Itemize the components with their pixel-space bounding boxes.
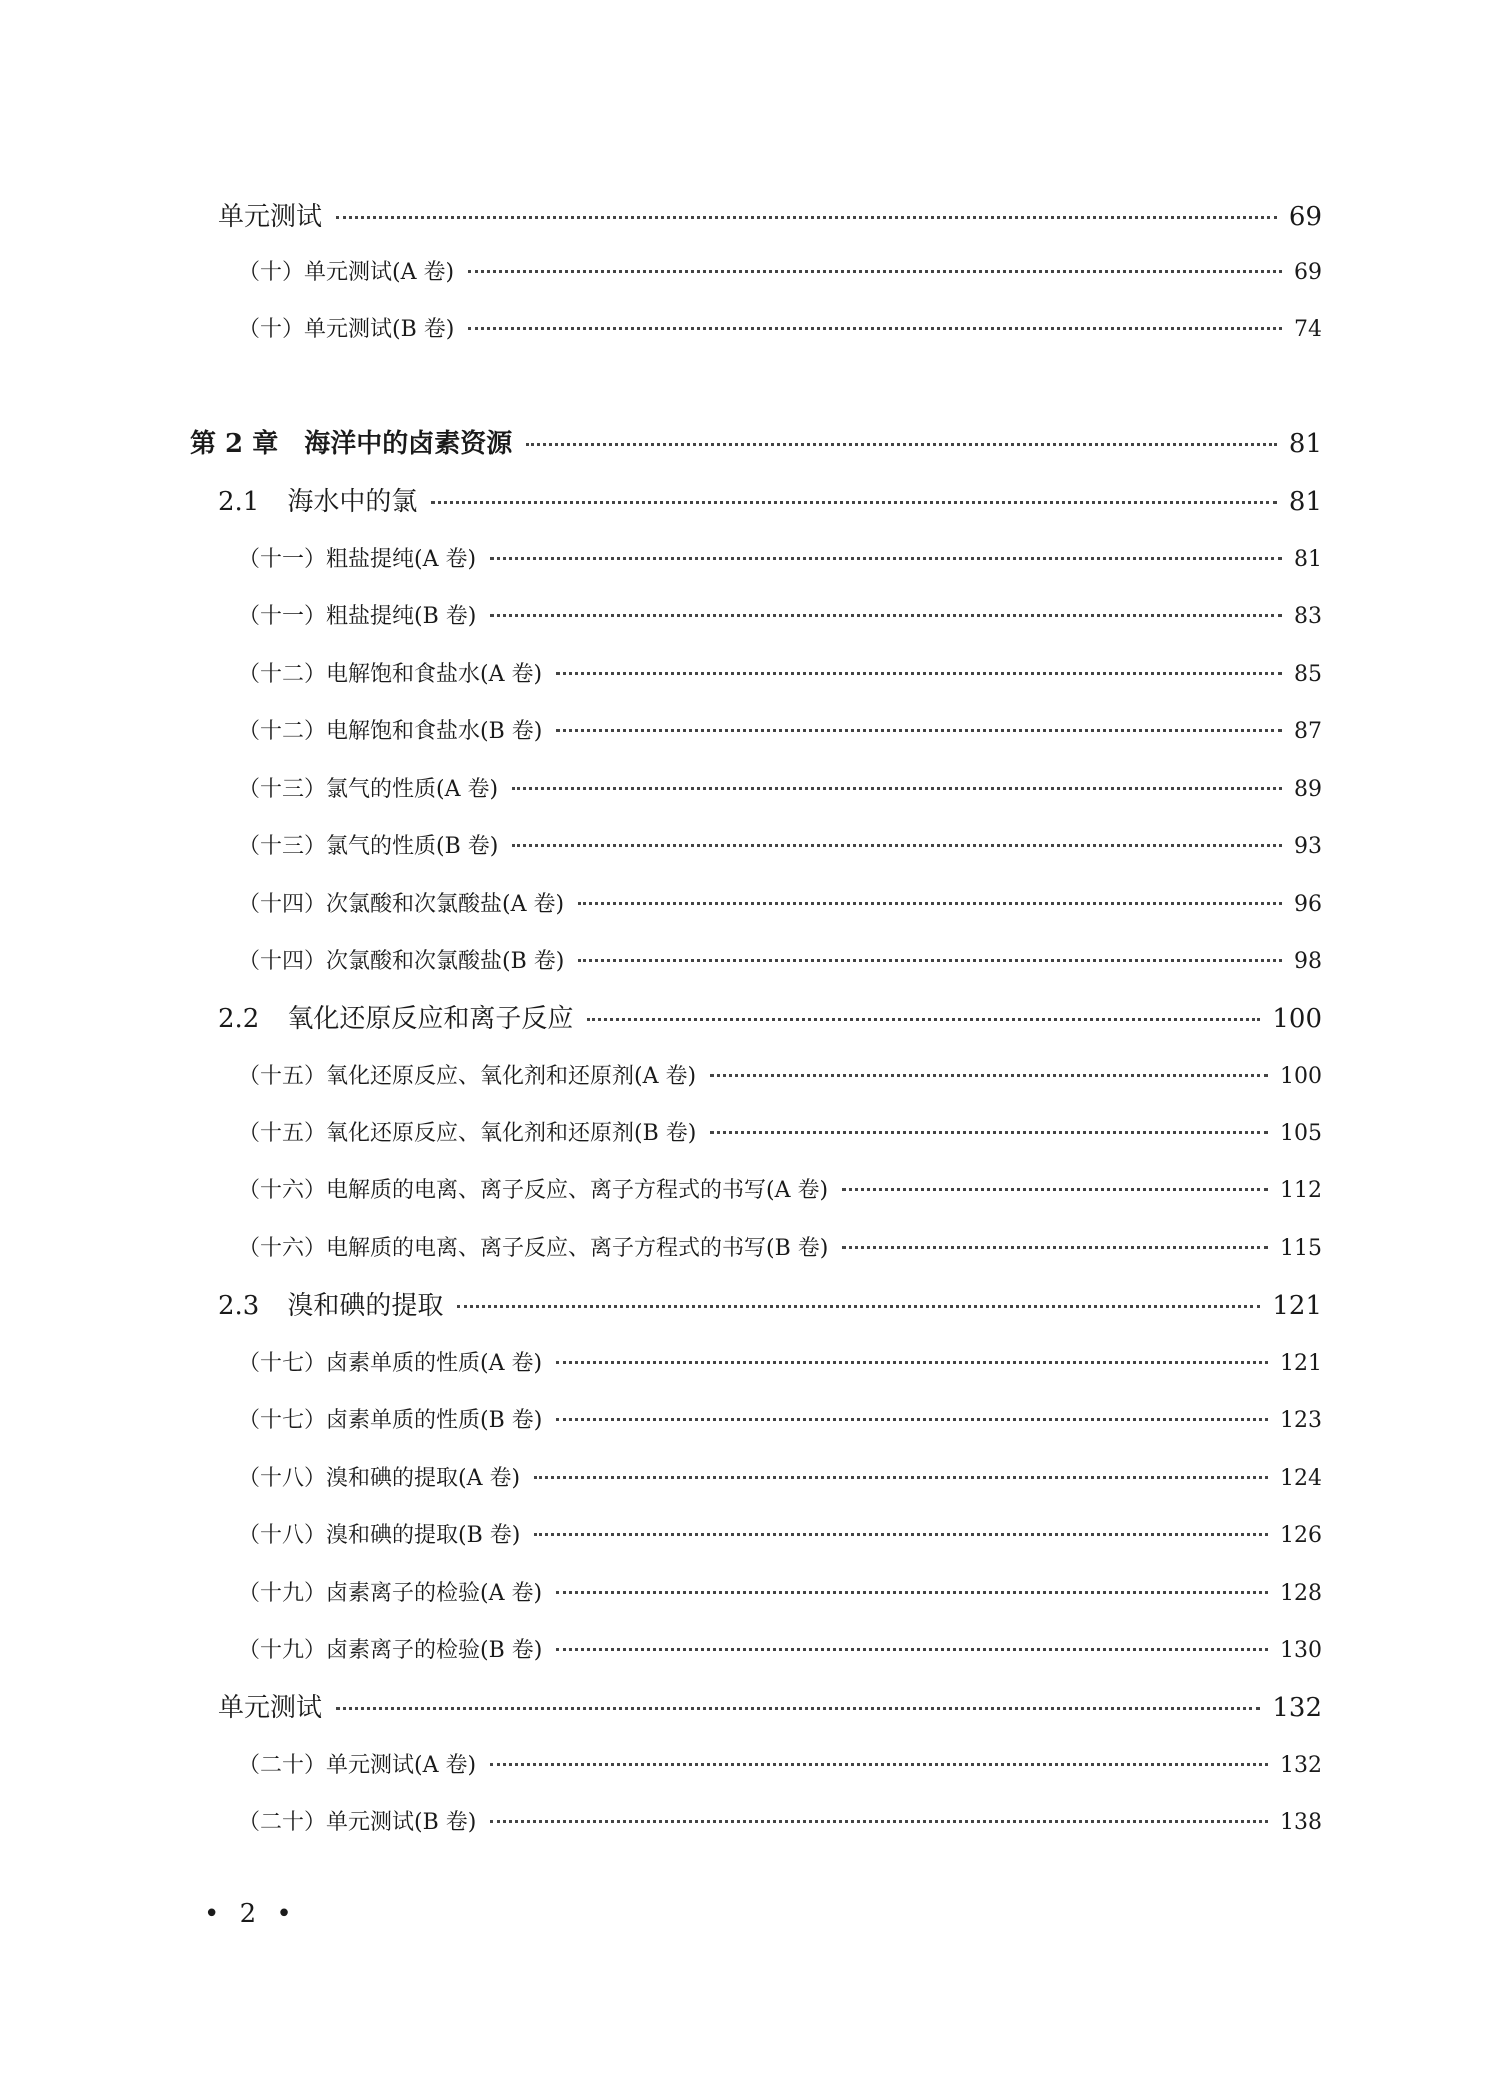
toc-entry-section[interactable]: [218, 1285, 1322, 1325]
dot-leader: [587, 1018, 1260, 1021]
toc-entry-page: 100: [1272, 1004, 1322, 1034]
section-title: 溴和碘的提取: [287, 1291, 444, 1321]
toc-entry-title: （十八）溴和碘的提取(A 卷): [238, 1466, 521, 1491]
section-number: 2.3: [218, 1291, 260, 1321]
toc-entry-title: （十四）次氯酸和次氯酸盐(A 卷): [238, 892, 565, 917]
toc-entry-exam[interactable]: [238, 1346, 1322, 1382]
dot-leader: [468, 270, 1282, 273]
toc-entry-title: （十）单元测试(B 卷): [238, 317, 455, 342]
dot-leader: [526, 443, 1277, 446]
toc-entry-exam[interactable]: [238, 657, 1322, 693]
toc-entry-title: （十八）溴和碘的提取(B 卷): [238, 1523, 521, 1548]
toc-entry-title: （十一）粗盐提纯(B 卷): [238, 604, 477, 629]
dot-leader: [490, 1820, 1268, 1823]
toc-entry-page: 83: [1294, 604, 1322, 629]
toc-entry-page: 89: [1294, 777, 1322, 802]
dot-leader: [534, 1533, 1268, 1536]
toc-entry-page: 132: [1272, 1693, 1322, 1723]
dot-leader: [710, 1074, 1268, 1077]
toc-entry-exam[interactable]: [238, 772, 1322, 808]
toc-entry-exam[interactable]: [238, 887, 1322, 923]
toc-entry-title: （十五）氧化还原反应、氧化剂和还原剂(A 卷): [238, 1064, 697, 1089]
section-number: 2.1: [218, 487, 260, 517]
dot-leader: [578, 959, 1282, 962]
toc-entry-page: 130: [1280, 1638, 1322, 1663]
toc-entry-exam[interactable]: [238, 1231, 1322, 1267]
toc-entry-chapter[interactable]: [190, 423, 1322, 463]
dot-leader: [556, 729, 1282, 732]
toc-entry-title: （十五）氧化还原反应、氧化剂和还原剂(B 卷): [238, 1121, 697, 1146]
dot-leader: [556, 1361, 1268, 1364]
dot-leader: [556, 1591, 1268, 1594]
toc-entry-title: 单元测试: [218, 202, 323, 232]
toc-entry-title: （十六）电解质的电离、离子反应、离子方程式的书写(B 卷): [238, 1236, 829, 1261]
toc-entry-exam[interactable]: [238, 1805, 1322, 1841]
toc-entry-unit-test[interactable]: [218, 196, 1322, 236]
toc-entry-page: 81: [1288, 487, 1322, 517]
dot-leader: [842, 1246, 1268, 1249]
dot-leader: [578, 902, 1282, 905]
toc-entry-exam[interactable]: [238, 1403, 1322, 1439]
dot-leader: [556, 672, 1282, 675]
dot-leader: [490, 1763, 1268, 1766]
toc-entry-section[interactable]: [218, 481, 1322, 521]
dot-leader: [457, 1305, 1260, 1308]
toc-entry-exam[interactable]: [238, 255, 1322, 291]
toc-entry-page: 96: [1294, 892, 1322, 917]
toc-entry-exam[interactable]: [238, 1173, 1322, 1209]
toc-entry-page: 121: [1272, 1291, 1322, 1321]
toc-entry-title: （十二）电解饱和食盐水(B 卷): [238, 719, 543, 744]
toc-entry-page: 105: [1280, 1121, 1322, 1146]
toc-entry-unit-test[interactable]: [218, 1687, 1322, 1727]
toc-entry-page: 98: [1294, 949, 1322, 974]
toc-entry-title: （十九）卤素离子的检验(A 卷): [238, 1581, 543, 1606]
toc-entry-title: （十三）氯气的性质(B 卷): [238, 834, 499, 859]
toc-entry-title: （十）单元测试(A 卷): [238, 260, 455, 285]
dot-leader: [431, 501, 1277, 504]
toc-entry-exam[interactable]: [238, 312, 1322, 348]
toc-entry-page: 112: [1280, 1178, 1322, 1203]
toc-entry-page: 123: [1280, 1408, 1322, 1433]
section-title: 海水中的氯: [287, 487, 418, 517]
toc-entry-title: （十三）氯气的性质(A 卷): [238, 777, 499, 802]
toc-entry-title: （十九）卤素离子的检验(B 卷): [238, 1638, 543, 1663]
dot-leader: [468, 327, 1282, 330]
toc-entry-exam[interactable]: [238, 1576, 1322, 1612]
toc-entry-page: 69: [1294, 260, 1322, 285]
toc-entry-section[interactable]: [218, 998, 1322, 1038]
toc-entry-title: （十六）电解质的电离、离子反应、离子方程式的书写(A 卷): [238, 1178, 829, 1203]
toc-entry-page: 121: [1280, 1351, 1322, 1376]
toc-entry-page: 138: [1280, 1810, 1322, 1835]
toc-entry-page: 128: [1280, 1581, 1322, 1606]
toc-entry-title: （十二）电解饱和食盐水(A 卷): [238, 662, 543, 687]
toc-entry-page: 87: [1294, 719, 1322, 744]
toc-entry-page: 85: [1294, 662, 1322, 687]
toc-entry-page: 132: [1280, 1753, 1322, 1778]
toc-entry-page: 124: [1280, 1466, 1322, 1491]
toc-entry-page: 100: [1280, 1064, 1322, 1089]
page-number: • 2 •: [204, 1899, 298, 1929]
dot-leader: [512, 787, 1282, 790]
dot-leader: [534, 1476, 1268, 1479]
dot-leader: [842, 1188, 1268, 1191]
dot-leader: [490, 614, 1282, 617]
dot-leader: [710, 1131, 1268, 1134]
dot-leader: [556, 1648, 1268, 1651]
section-number: 2.2: [218, 1004, 260, 1034]
dot-leader: [490, 557, 1282, 560]
toc-entry-page: 81: [1288, 429, 1322, 459]
dot-leader: [556, 1418, 1268, 1421]
toc-entry-exam[interactable]: [238, 1748, 1322, 1784]
toc-entry-exam[interactable]: [238, 829, 1322, 865]
section-title: 氧化还原反应和离子反应: [287, 1004, 574, 1034]
toc-entry-exam[interactable]: [238, 944, 1322, 980]
chapter-title: 第 2 章 海洋中的卤素资源: [190, 429, 513, 459]
toc-entry-page: 126: [1280, 1523, 1322, 1548]
toc-entry-exam[interactable]: [238, 1116, 1322, 1152]
toc-entry-page: 81: [1294, 547, 1322, 572]
toc-entry-exam[interactable]: [238, 1633, 1322, 1669]
toc-entry-title: （二十）单元测试(A 卷): [238, 1753, 477, 1778]
dot-leader: [512, 844, 1282, 847]
toc-entry-page: 93: [1294, 834, 1322, 859]
toc-entry-exam[interactable]: [238, 1518, 1322, 1554]
toc-entry-title: （十四）次氯酸和次氯酸盐(B 卷): [238, 949, 565, 974]
toc-entry-page: 74: [1294, 317, 1322, 342]
toc-entry-title: （二十）单元测试(B 卷): [238, 1810, 477, 1835]
toc-entry-title: 单元测试: [218, 1693, 323, 1723]
toc-entry-title: （十七）卤素单质的性质(A 卷): [238, 1351, 543, 1376]
dot-leader: [336, 1707, 1260, 1710]
toc-entry-page: 115: [1280, 1236, 1322, 1261]
toc-entry-exam[interactable]: [238, 1059, 1322, 1095]
toc-entry-exam[interactable]: [238, 714, 1322, 750]
toc-entry-exam[interactable]: [238, 1461, 1322, 1497]
toc-entry-page: 69: [1288, 202, 1322, 232]
toc-entry-title: （十七）卤素单质的性质(B 卷): [238, 1408, 543, 1433]
toc-entry-exam[interactable]: [238, 542, 1322, 578]
toc-entry-exam[interactable]: [238, 599, 1322, 635]
toc-entry-title: （十一）粗盐提纯(A 卷): [238, 547, 477, 572]
dot-leader: [336, 216, 1277, 219]
